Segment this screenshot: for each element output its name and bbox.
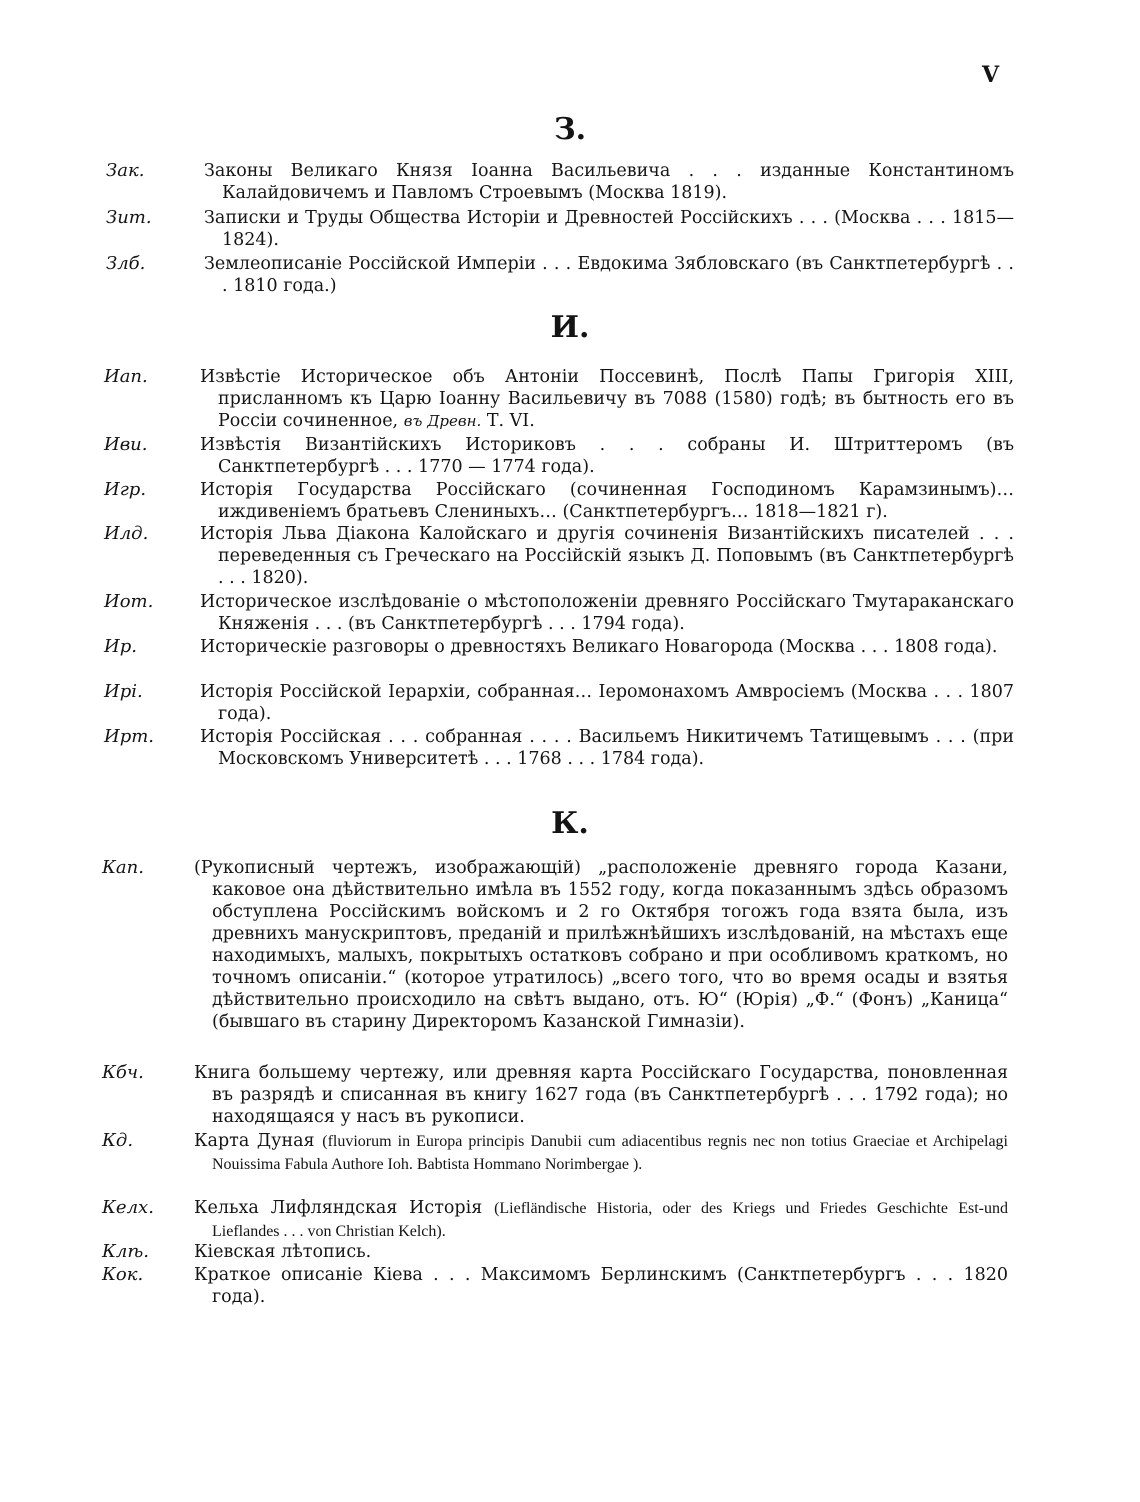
entry-abbreviation: Илд. (104, 523, 149, 544)
entry-abbreviation: Кбч. (102, 1062, 144, 1083)
entry-abbreviation: Зак. (106, 160, 145, 181)
entry-text: Книга большему чертежу, или древняя карта Россійскаго Государства, поновленная въ разрядѣ и списанная въ книгу 1627 года (въ Санктпетербургѣ . . . 1792 года); но находящаяся у насъ въ рукописи. (194, 1063, 1008, 1127)
entry-text: Исторія Льва Діакона Калойскаго и другія сочиненія Византійскихъ писателей . . . переведенныя съ Греческаго на Россійскій языкъ Д. Поповымъ (въ Санктпетербургѣ . . . 1820). (200, 524, 1014, 588)
entry-abbreviation: Ир. (104, 636, 137, 657)
entry-main-text: Карта Дуная (194, 1131, 315, 1151)
entry-main-text: Извѣстіе Историческое объ Антоніи Поссевинѣ, Послѣ Папы Григорія XIII, присланномъ къ Царю Іоанну Васильевичу въ 7088 (1580) годѣ; въ бытность его въ Россіи сочиненное, (200, 367, 1014, 431)
entry-reference-tail: Т. VI. (486, 411, 535, 431)
entry-text: Исторія Россійской Іерархіи, собранная… Іеромонахомъ Амвросіемъ (Москва . . . 1807 года). (200, 682, 1014, 724)
entry-abbreviation: Клѣ. (102, 1241, 149, 1262)
entry-text: Извѣстія Византійскихъ Историковъ . . . собраны И. Штриттеромъ (въ Санктпетербургѣ . . . 1770 — 1774 года). (200, 435, 1014, 477)
entry-text: Историческіе разговоры о древностяхъ Великаго Новагорода (Москва . . . 1808 года). (200, 637, 998, 657)
entry-text: Землеописаніе Россійской Имперіи . . . Евдокима Зябловскаго (въ Санктпетербургѣ . . . 1810 года.) (204, 254, 1014, 296)
entry-text (194, 1197, 1008, 1243)
entry-reference: въ Древн. (403, 412, 482, 430)
entry-text: Краткое описаніе Кіева . . . Максимомъ Берлинскимъ (Санктпетербургъ . . . 1820 года). (194, 1265, 1008, 1307)
entry-abbreviation: Иот. (104, 591, 154, 612)
entry-abbreviation: Келх. (102, 1197, 154, 1218)
entry-abbreviation: Иви. (104, 434, 148, 455)
entry-abbreviation: Игр. (104, 479, 147, 500)
section-letter-z: З. (553, 112, 587, 147)
entry-text: Исторія Государства Россійскаго (сочиненная Господиномъ Карамзинымъ)… иждивеніемъ братьевъ Слениныхъ… (Санктпетербургъ… 1818—1821 г). (200, 480, 1014, 522)
entry-abbreviation: Ирі. (104, 681, 143, 702)
entry-text: Историческое изслѣдованіе о мѣстоположеніи древняго Россійскаго Тмутараканскаго Княженія . . . (въ Санктпетербургѣ . . . 1794 года). (200, 592, 1014, 634)
entry-text: Исторія Россійская . . . собранная . . . . Васильемъ Никитичемъ Татищевымъ . . . (при Московскомъ Университетѣ . . . 1768 . . . 1784 года). (200, 727, 1014, 769)
entry-abbreviation: Зит. (106, 207, 152, 228)
entry-text (194, 1130, 1008, 1176)
entry-main-text: Кельха Лифляндская Исторія (194, 1198, 483, 1218)
section-letter-k: К. (551, 806, 589, 841)
entry-text: Законы Великаго Князя Іоанна Васильевича . . . изданные Константиномъ Калайдовичемъ и Павломъ Строевымъ (Москва 1819). (204, 161, 1014, 203)
entry-text: (Рукописный чертежъ, изображающій) „расположеніе древняго города Казани, каковое она дѣйствительно имѣла въ 1552 году, когда показаннымъ здѣсь образомъ обступлена Россійскимъ войскомъ и 2 го Октября тогожъ года взята была, изъ древнихъ манускриптовъ, преданій и прилѣжнѣйшихъ изслѣдованій, на мѣстахъ еще находимыхъ, малыхъ, покрытыхъ остатковъ собрано и при особливомъ краткомъ, но точномъ описаніи.“ (которое утратилось) „всего того, что во время осады и взятья дѣйствительно происходило на свѣтъ выдано, отъ. Ю“ (Юрія) „Ф.“ (Фонъ) „Каница“ (бывшаго въ старину Директоромъ Казанской Гимназіи). (194, 858, 1008, 1032)
entry-german-title: (Liefländische Historia, oder des Kriegs und Friedes Geschichte Est-und Lieflandes . . . von Christian Kelch). (212, 1200, 1008, 1240)
section-letter-i: И. (550, 310, 590, 345)
entry-text: Кіевская лѣтопись. (194, 1242, 372, 1262)
entry-text: Записки и Труды Общества Исторіи и Древностей Россійскихъ . . . (Москва . . . 1815—1824). (204, 208, 1014, 250)
entry-abbreviation: Кап. (102, 857, 144, 878)
page-number: V (982, 62, 1000, 88)
entry-abbreviation: Иап. (104, 366, 148, 387)
entry-abbreviation: Ирт. (104, 726, 155, 747)
entry-abbreviation: Кок. (102, 1264, 144, 1285)
entry-text (200, 366, 1014, 432)
entry-abbreviation: Кд. (102, 1130, 134, 1151)
entry-abbreviation: Злб. (106, 253, 146, 274)
entry-latin-title: (fluviorum in Europa principis Danubii cum adiacentibus regnis nec non totius Graeciae et Archipelagi Nouissima Fabula Authore Ioh. Babtista Hommano Norimbergae ). (212, 1133, 1008, 1173)
